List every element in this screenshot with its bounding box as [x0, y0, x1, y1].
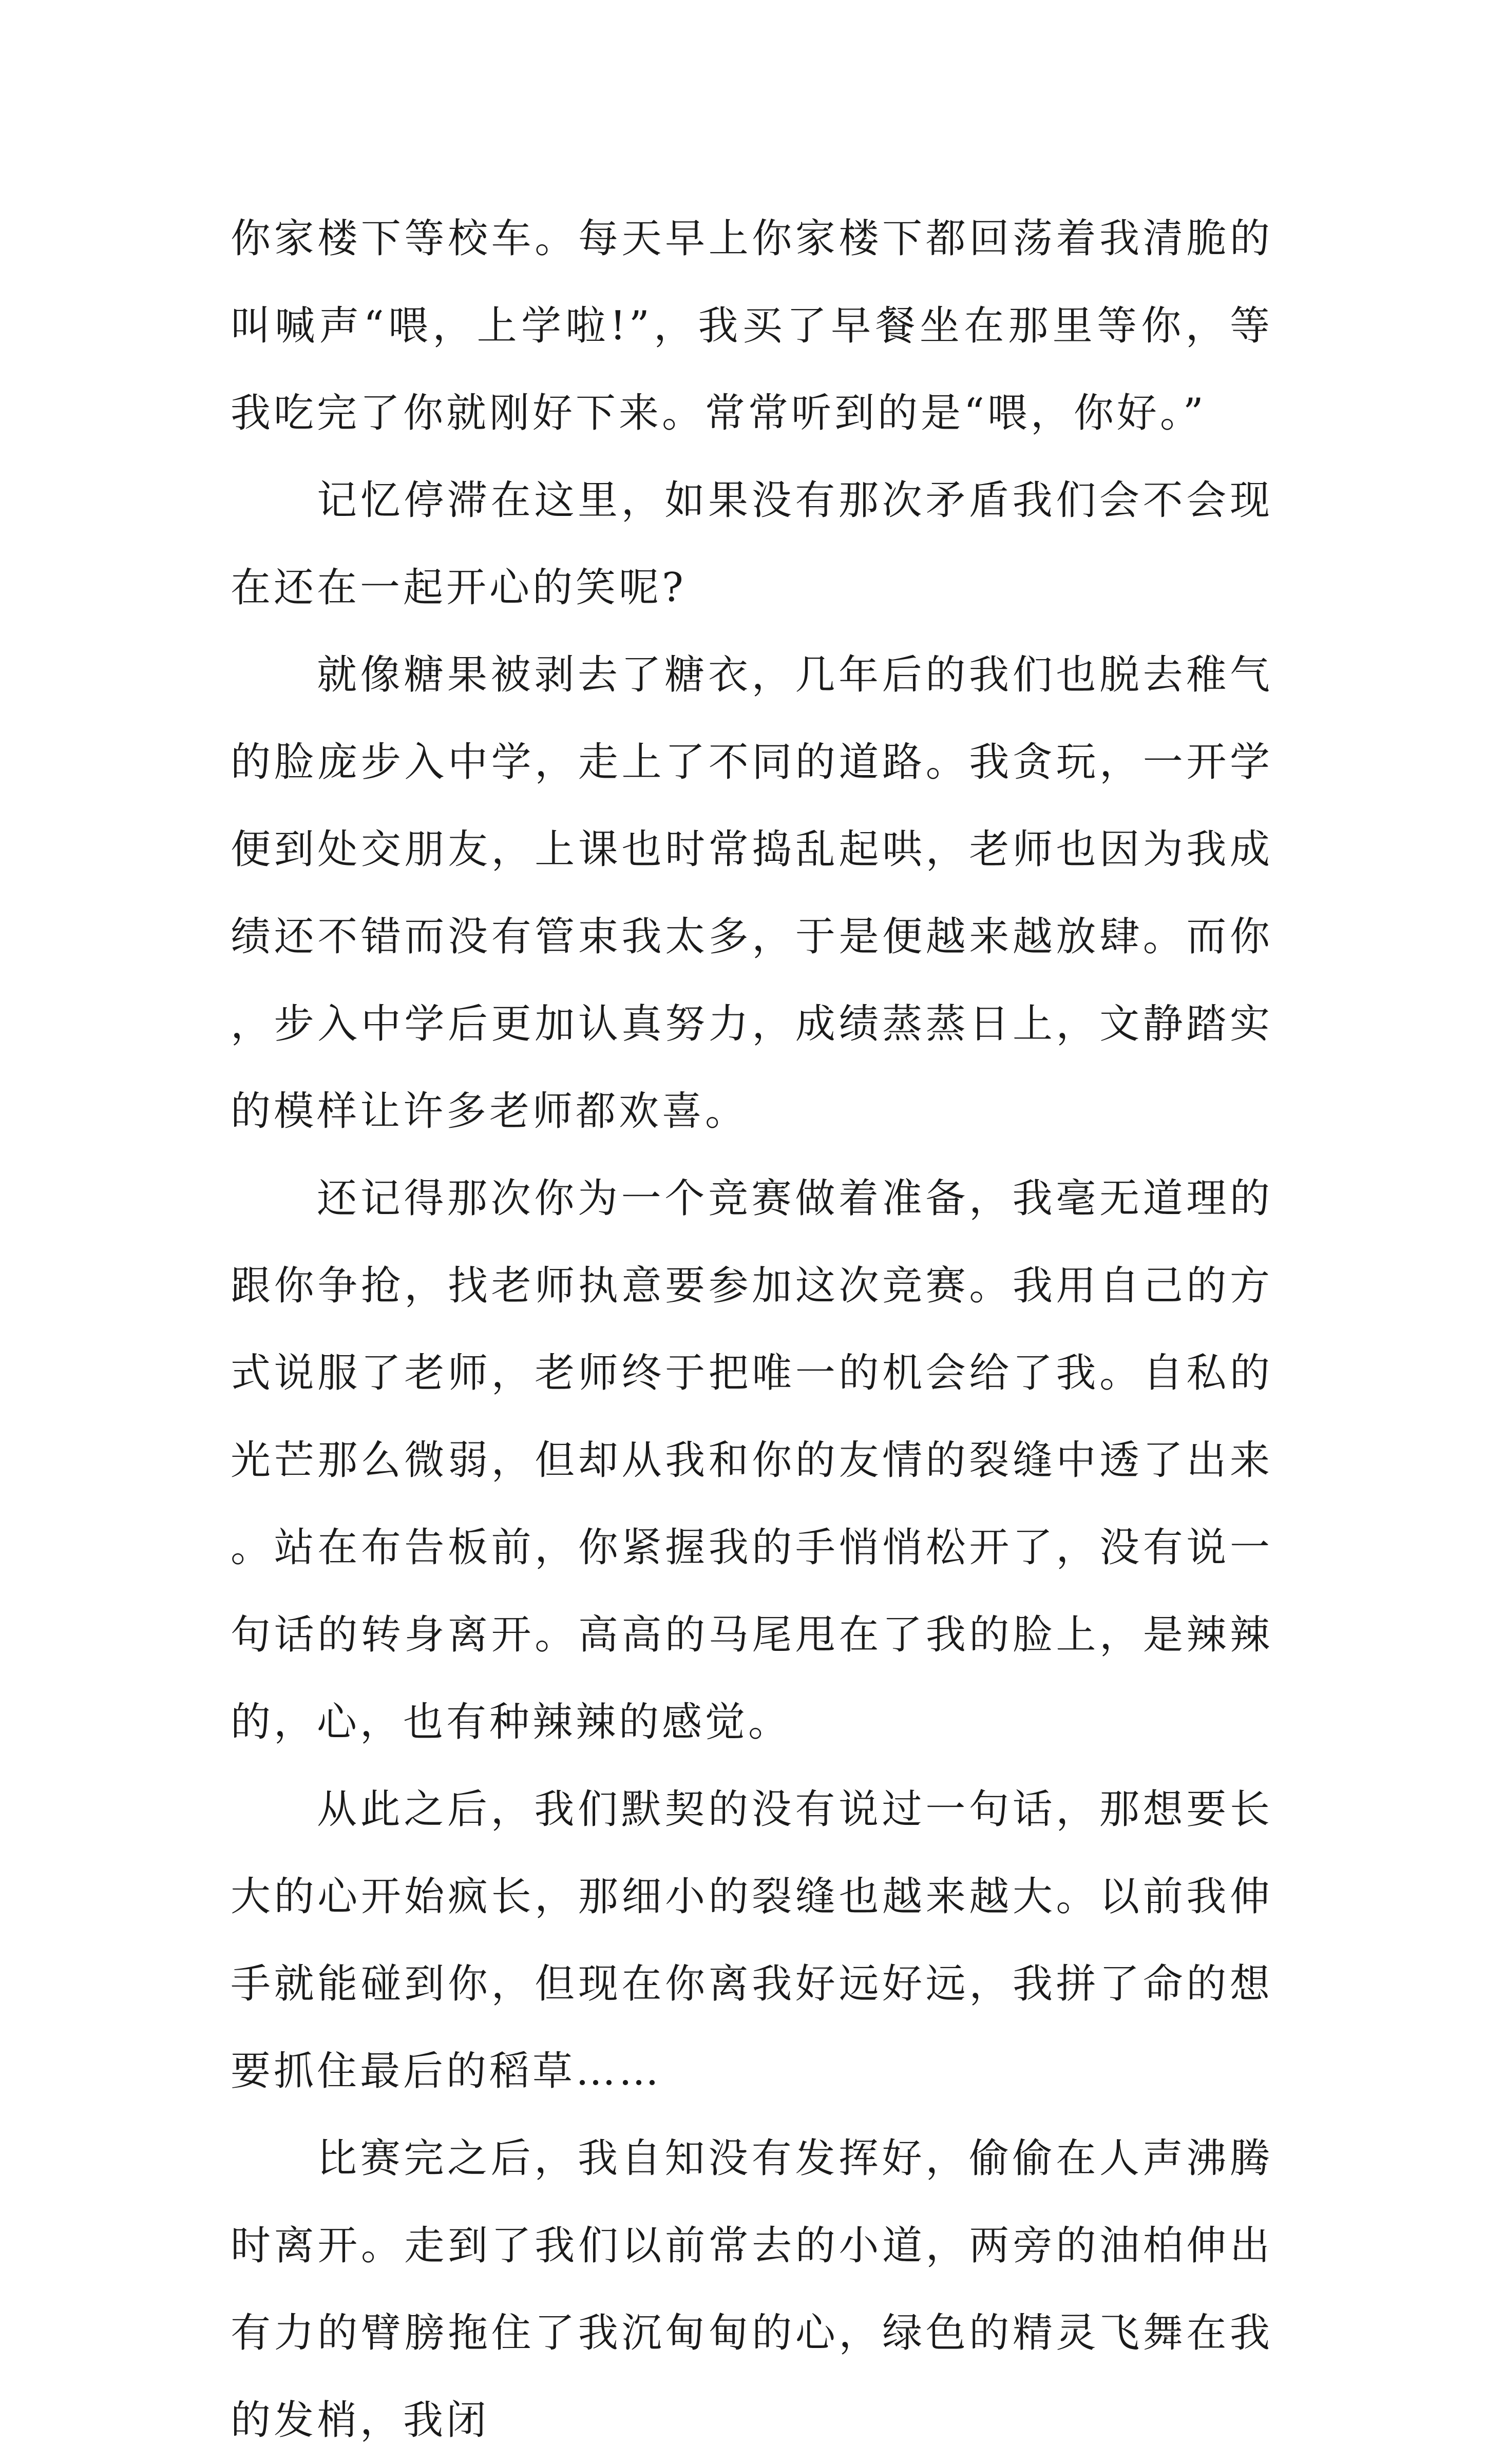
paragraph-2: 记忆停滞在这里，如果没有那次矛盾我们会不会现在还在一起开心的笑呢? [231, 477, 1273, 611]
paragraph-6: 比赛完之后，我自知没有发挥好，偷偷在人声沸腾时离开。走到了我们以前常去的小道，两旁的油柏伸出有力的臂膀拖住了我沉甸甸的心，绿色的精灵飞舞在我的发梢，我闭 [231, 2135, 1273, 2443]
body-text [231, 195, 1273, 2464]
paragraph-5: 从此之后，我们默契的没有说过一句话，那想要长大的心开始疯长，那细小的裂缝也越来越大。以前我伸手就能碰到你，但现在你离我好远好远，我拼了命的想要抓住最后的稻草…… [231, 1786, 1273, 2094]
paragraph-3: 就像糖果被剥去了糖衣，几年后的我们也脱去稚气的脸庞步入中学，走上了不同的道路。我贪玩，一开学便到处交朋友，上课也时常捣乱起哄，老师也因为我成绩还不错而没有管束我太多，于是便越来越放肆。而你，步入中学后更加认真努力，成绩蒸蒸日上，文静踏实的模样让许多老师都欢喜。 [231, 652, 1273, 1134]
paragraph-4: 还记得那次你为一个竞赛做着准备，我毫无道理的跟你争抢，找老师执意要参加这次竞赛。我用自己的方式说服了老师，老师终于把唯一的机会给了我。自私的光芒那么微弱，但却从我和你的友情的裂缝中透了出来。站在布告板前，你紧握我的手悄悄松开了，没有说一句话的转身离开。高高的马尾甩在了我的脸上，是辣辣的，心，也有种辣辣的感觉。 [231, 1176, 1273, 1745]
paragraph-1: 你家楼下等校车。每天早上你家楼下都回荡着我清脆的叫喊声“喂，上学啦!”，我买了早餐坐在那里等你，等我吃完了你就刚好下来。常常听到的是“喂，你好。” [231, 216, 1273, 436]
